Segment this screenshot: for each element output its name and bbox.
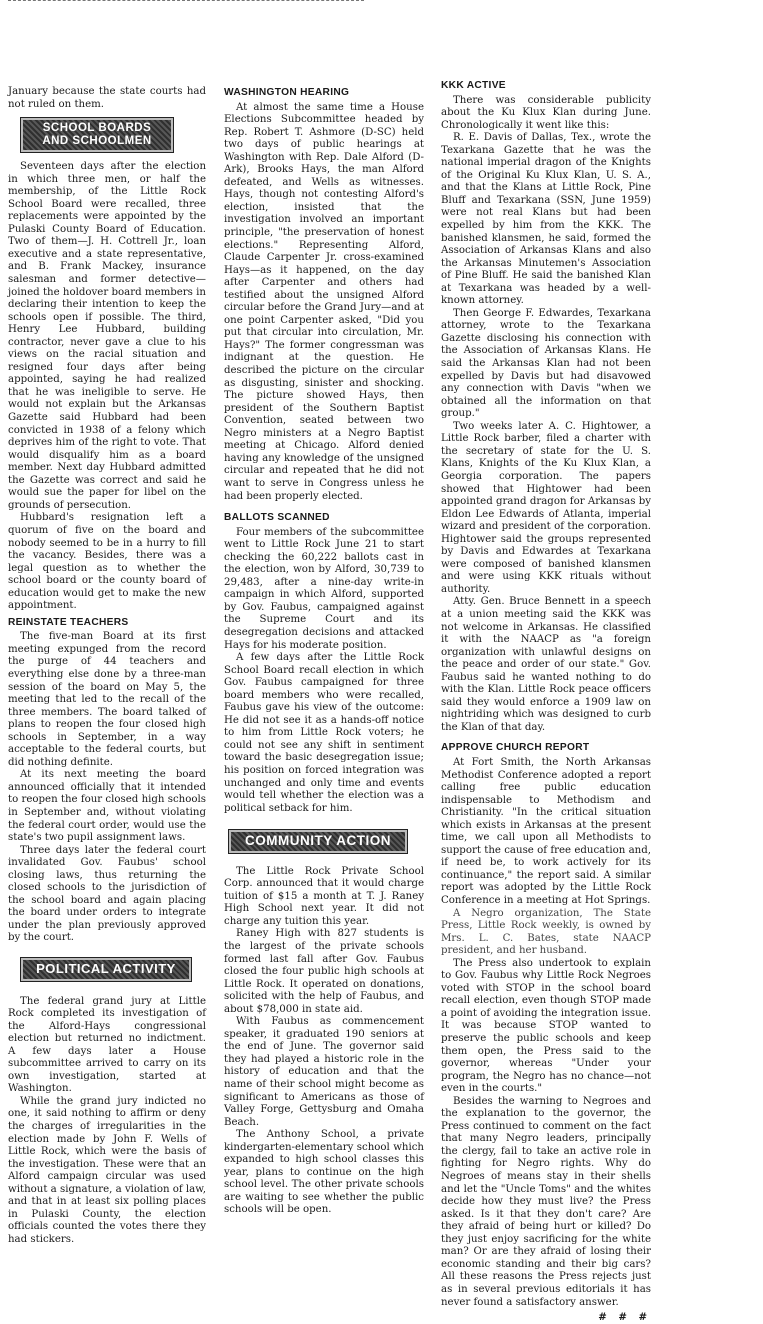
banner-line-2: AND SCHOOLMEN bbox=[42, 135, 152, 148]
paragraph: Then George F. Edwardes, Texarkana attorney, wrote to the Texarkana Gazette disclosing his connection with the Association of Arkansas Klans. He said the Arkansas Klan had not been expelled by Davis but had disavowed any connection with Davis "when we obtained all the information on that group." bbox=[441, 307, 651, 420]
paragraph: Seventeen days after the election in which three men, or half the membership, of the Little Rock School Board were recalled, three replacements were appointed by the Pulaski County Board of Education. Two of them—J. H. Cottrell Jr., loan executive and a state representative, and B. Frank Mackey, insurance salesman and former detective—joined the holdover board members in declaring their intention to keep the schools open if possible. The third, Henry Lee Hubbard, building contractor, never gave a clue to his views on the racial situation and resigned four days after being appointed, saying he had realized that he was ineligible to serve. He would not explain but the Arkansas Gazette said Hubbard had been convicted in 1938 of a felony which deprives him of the right to vote. That would disqualify him as a board member. Next day Hubbard admitted the Gazette was correct and said he would sue the paper for libel on the grounds of persecution. bbox=[8, 161, 206, 511]
section-banner-school-boards bbox=[20, 117, 174, 153]
paragraph: The Press also undertook to explain to Gov. Faubus why Little Rock Negroes voted with STOP in the school board recall election, even though STOP made a point of avoiding the integration issue. It was because STOP wanted to preserve the public schools and keep them open, the Press said to the governor, whereas "Under your program, the Negro has no chance—not even in the courts." bbox=[441, 957, 651, 1095]
paragraph: The Little Rock Private School Corp. announced that it would charge tuition of $15 a month at T. J. Raney High School next year. It did not charge any tuition this year. bbox=[224, 865, 424, 927]
paragraph: A few days after the Little Rock School Board recall election in which Gov. Faubus campaigned for three board members who were recalled, Faubus gave his view of the outcome: He did not see it as a hands-off notice to him from Little Rock voters; he could not see any shift in sentiment toward the basic desegregation issue; his position on forced integration was unchanged and only time and events would tell whether the election was a political setback for him. bbox=[224, 652, 424, 814]
paragraph: Atty. Gen. Bruce Bennett in a speech at a union meeting said the KKK was not welcome in Arkansas. He classified it with the NAACP as "a foreign organization with unlawful designs on the peace and order of our state." Gov. Faubus said he wanted nothing to do with the Klan. Little Rock peace officers said they would enforce a 1909 law on nightriding which was designed to curb the Klan of that day. bbox=[441, 596, 651, 733]
top-dashed-rule bbox=[8, 0, 364, 1]
paragraph: The Anthony School, a private kindergarten-elementary school which expanded to high school classes this year, plans to continue on the high school level. The other private schools are waiting to see whether the public schools will be open. bbox=[224, 1129, 424, 1216]
section-banner-political-activity: POLITICAL ACTIVITY bbox=[20, 957, 192, 982]
subhead-ballots-scanned: BALLOTS SCANNED bbox=[224, 512, 330, 524]
paragraph: The five-man Board at its first meeting expunged from the record the purge of 44 teachers and everything else done by a three-man session of the board on May 5, the meeting that led to the recall of the three members. The board talked of plans to reopen the four closed high schools in September, in a way acceptable to the federal courts, but did nothing definite. bbox=[8, 631, 206, 768]
paragraph: At Fort Smith, the North Arkansas Methodist Conference adopted a report calling free public education indispensable to Methodism and Christianity. "In the critical situation which exists in Arkansas at the present time, we call upon all Methodists to support the cause of free education and, if need be, to work actively for its continuance," the report said. A similar report was adopted by the Little Rock Conference in a meeting at Hot Springs. bbox=[441, 756, 651, 906]
end-of-article-mark: # # # bbox=[598, 1311, 651, 1324]
paragraph: Two weeks later A. C. Hightower, a Little Rock barber, filed a charter with the secretary of state for the U. S. Klans, Knights of the Ku Klux Klan, a Georgia corporation. The papers showed that Hightower had been appointed grand dragon for Arkansas by Eldon Lee Edwards of Atlanta, imperial wizard and president of the corporation. Hightower said the groups represented by Davis and Edwardes at Texarkana were composed of banished klansmen and were using KKK rituals without authority. bbox=[441, 420, 651, 595]
paragraph: Four members of the subcommittee went to Little Rock June 21 to start checking the 60,222 ballots cast in the election, won by Alford, 30,739 to 29,483, after a nine-day write-in campaign in which Alford, supported by Gov. Faubus, campaigned against the Supreme Court and its desegregation decisions and attacked Hays for his moderate position. bbox=[224, 526, 424, 651]
paragraph: R. E. Davis of Dallas, Tex., wrote the Texarkana Gazette that he was the national imperial dragon of the Knights of the Original Ku Klux Klan, U. S. A., and that the Klans at Little Rock, Pine Bluff and Texarkana (SSN, June 1959) were not real Klans but had been expelled by him from the KKK. The banished klansmen, he said, formed the Association of Arkansas Klans and also the Arkansas Minutemen's Association of Pine Bluff. He said the banished Klan at Texarkana was headed by a well-known attorney. bbox=[441, 132, 651, 307]
column-middle bbox=[224, 80, 424, 1217]
paragraph: While the grand jury indicted no one, it said nothing to affirm or deny the charges of irregularities in the election made by John F. Wells of Little Rock, which were the basis of the investigation. These were that an Alford campaign circular was used without a signature, a violation of law, and that in at least six polling places in Pulaski County, the election officials counted the votes there they had stickers. bbox=[8, 1095, 206, 1245]
column-right bbox=[441, 80, 651, 1324]
paragraph: At almost the same time a House Elections Subcommittee headed by Rep. Robert T. Ashmore (D-SC) held two days of public hearings at Washington with Rep. Dale Alford (D-Ark), Brooks Hays, the man Alford defeated, and Wells as witnesses. Hays, though not contesting Alford's election, insisted that the investigation involved an important principle, "the preservation of honest elections." Representing Alford, Claude Carpenter Jr. cross-examined Hays—as it happened, on the day after Carpenter and others had testified about the unsigned Alford circular before the Grand Jury—and at one point Carpenter asked, "Did you put that circular into circulation, Mr. Hays?" The former congressman was indignant at the question. He described the picture on the circular as disgusting, sinister and shocking. The picture showed Hays, then president of the Southern Baptist Convention, seated between two Negro ministers at a Negro Baptist meeting at Chicago. Alford denied having any knowledge of the unsigned circular and repeated that he did not want to serve in Congress unless he had been properly elected. bbox=[224, 101, 424, 502]
intro-paragraph: January because the state courts had not ruled on them. bbox=[8, 86, 206, 110]
subhead-kkk-active: KKK ACTIVE bbox=[441, 80, 506, 91]
paragraph: Hubbard's resignation left a quorum of five on the board and nobody seemed to be in a hurry to fill the vacancy. Besides, there was a legal question as to whether the school board or the county board of education would get to make the new appointment. bbox=[8, 512, 206, 612]
paragraph: There was considerable publicity about the Ku Klux Klan during June. Chronologically it went like this: bbox=[441, 94, 651, 131]
paragraph: Three days later the federal court invalidated Gov. Faubus' school closing laws, thus returning the closed schools to the jurisdiction of the school board and again placing the board under orders to integrate under the plan previously approved by the court. bbox=[8, 844, 206, 944]
subhead-washington-hearing: WASHINGTON HEARING bbox=[224, 87, 350, 98]
subhead-approve-church-report: APPROVE CHURCH REPORT bbox=[441, 742, 590, 754]
subhead-reinstate-teachers: REINSTATE TEACHERS bbox=[8, 616, 129, 628]
paragraph: At its next meeting the board announced officially that it intended to reopen the four closed high schools in September and, without violating the federal court order, would use the state's two pupil assignment laws. bbox=[8, 769, 206, 844]
column-left bbox=[8, 86, 206, 1246]
paragraph: Besides the warning to Negroes and the explanation to the governor, the Press continued to comment on the fact that many Negro leaders, principally the clergy, fail to take an active role in fighting for Negro rights. Why do Negroes of means stay in their shells and let the "Uncle Toms" and the whites decide how they must live? the Press asked. Is it that they don't care? Are they afraid of being hurt or killed? Do they just enjoy sacrificing for the white man? Or are they afraid of losing their economic standing and their big cars? All these reasons the Press rejects just as in several previous editorials it has never found a satisfactory answer. bbox=[441, 1095, 651, 1308]
paragraph: With Faubus as commencement speaker, it graduated 190 seniors at the end of June. The governor said they had played a historic role in the history of education and that the name of their school might become as significant to Americans as those of Valley Forge, Gettysburg and Omaha Beach. bbox=[224, 1016, 424, 1128]
paragraph-smudged: A Negro organization, The State Press, Little Rock weekly, is owned by Mrs. L. C. Bates, state NAACP president, and her husband. bbox=[441, 907, 651, 957]
banner-line-1: SCHOOL BOARDS bbox=[42, 122, 152, 135]
section-banner-community-action: COMMUNITY ACTION bbox=[228, 829, 408, 854]
paragraph: Raney High with 827 students is the largest of the private schools formed last fall after Gov. Faubus closed the four public high schools at Little Rock. It operated on donations, solicited with the help of Faubus, and about $78,000 in state aid. bbox=[224, 928, 424, 1015]
paragraph: The federal grand jury at Little Rock completed its investigation of the Alford-Hays congressional election but returned no indictment. A few days later a House subcommittee arrived to carry on its own investigation, started at Washington. bbox=[8, 995, 206, 1095]
